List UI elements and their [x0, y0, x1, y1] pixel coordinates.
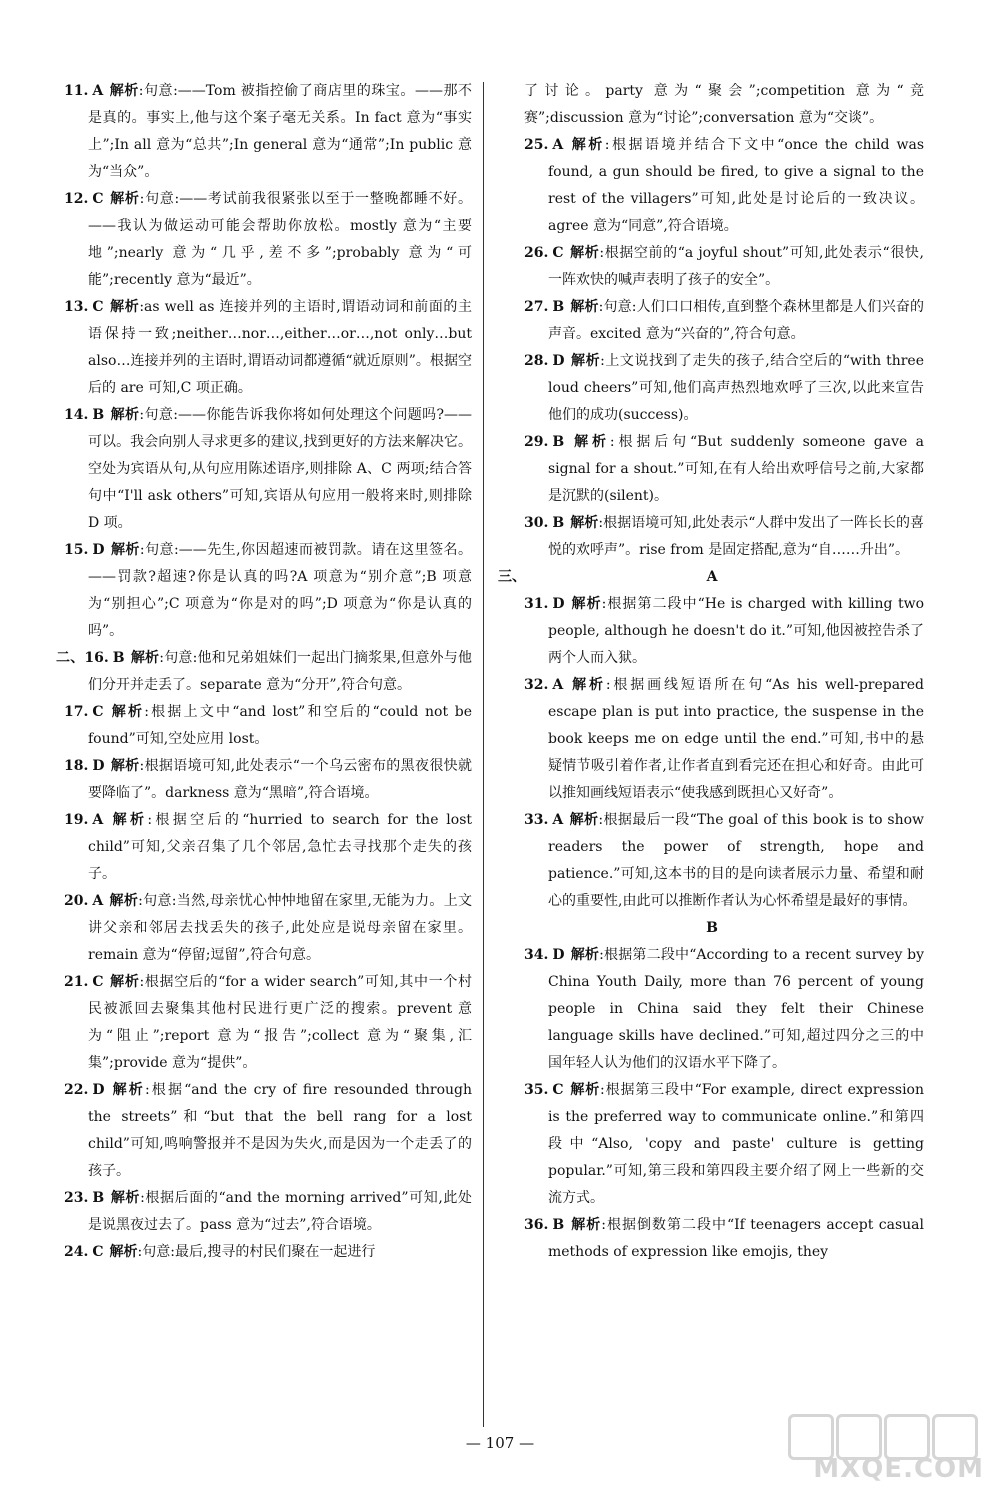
right-column	[500, 78, 924, 1266]
answer-letter: C	[92, 191, 104, 207]
analysis-text: :句意:他和兄弟姐妹们一起出门摘浆果,但意外与他们分开并走丢了。separate 意为“分开”,符合句意。	[88, 650, 472, 693]
analysis-text: :根据第三段中“For example, direct expression is the preferred way to communicate online.”和第四段中“Also, 'copy and paste' culture is getting popular.”可知,第三段和第四段主要介绍了网上一些新的交流方式。	[548, 1082, 925, 1206]
analysis-text: :根据最后一段“The goal of this book is to show readers the power of strength, hope and patience.”可知,这本书的目的是向读者展示力量、希望和耐心的重要性,由此可以推断作者认为心怀希望是最好的事情。	[548, 812, 924, 909]
answer-entry	[40, 402, 472, 537]
analysis-label: 解析	[109, 704, 145, 720]
answer-entry	[500, 240, 924, 294]
answer-letter: D	[552, 947, 565, 963]
answer-letter: B	[552, 299, 565, 315]
analysis-text: :根据后面的“and the morning arrived”可知,此处是说黑夜过去了。pass 意为“过去”,符合语境。	[88, 1190, 473, 1233]
analysis-label: 解析	[110, 1082, 145, 1098]
analysis-text: :根据倒数第二段中“If teenagers accept casual methods of expression like emojis, they	[548, 1217, 925, 1260]
answer-entry	[40, 969, 472, 1077]
analysis-label: 解析	[570, 1217, 602, 1233]
continued-answer: 了讨论。party 意为“聚会”;competition 意为“竞赛”;discussion 意为“讨论”;conversation 意为“交谈”。	[524, 83, 924, 126]
analysis-text: :句意:——Tom 被指控偷了商店里的珠宝。——那不是真的。事实上,他与这个案子毫无关系。In fact 意为“事实上”;In all 意为“总共”;In general 意为“通常”;In public 意为“当众”。	[88, 83, 472, 180]
analysis-label: 解析	[570, 947, 600, 963]
analysis-label: 解析	[570, 434, 610, 450]
analysis-text: :上文说找到了走失的孩子,结合空后的“with three loud cheers”可知,他们高声热烈地欢呼了三次,以此来宣告他们的成功(success)。	[548, 353, 924, 423]
answer-letter: C	[552, 245, 564, 261]
answer-letter: A	[92, 812, 104, 828]
analysis-label: 解析	[569, 245, 600, 261]
answer-entry	[40, 699, 472, 753]
analysis-label: 解析	[109, 299, 140, 315]
passage-a-heading: A	[706, 569, 718, 585]
answer-letter: C	[92, 1244, 104, 1260]
answer-entry	[40, 537, 472, 645]
analysis-label: 解析	[109, 83, 139, 99]
analysis-text: :句意:——你能告诉我你将如何处理这个问题吗?——可以。我会向别人寻求更多的建议,找到更好的方法来解决它。空处为宾语从句,从句应用陈述语序,则排除 A、C 两项;结合答句中“I'll ask others”可知,宾语从句应用一般将来时,则排除 D 项。	[88, 407, 472, 531]
passage-b-entries	[500, 942, 924, 1266]
analysis-label: 解析	[569, 1082, 601, 1098]
question-number: 30.	[524, 515, 549, 531]
analysis-text: :句意:人们口口相传,直到整个森林里都是人们兴奋的声音。excited 意为“兴奋的”,符合句意。	[548, 299, 924, 342]
question-number: 27.	[524, 299, 549, 315]
question-number: 33.	[524, 812, 549, 828]
question-number: 35.	[524, 1082, 549, 1098]
question-number: 19.	[64, 812, 89, 828]
analysis-label: 解析	[110, 758, 140, 774]
question-number: 29.	[524, 434, 549, 450]
answer-letter: A	[92, 893, 104, 909]
answer-letter: B	[552, 434, 565, 450]
watermark-logo	[788, 1414, 988, 1484]
answer-letter: B	[552, 515, 565, 531]
answer-entry	[40, 1239, 472, 1266]
analysis-label: 解析	[109, 191, 140, 207]
answer-entry	[500, 1212, 924, 1266]
answer-entry	[500, 429, 924, 510]
analysis-text: :根据语境并结合下文中“once the child was found, a gun should be fired, to give a signal to the rest of the villagers”可知,此处是讨论后的一致决议。agree 意为“同意”,符合语境。	[548, 137, 924, 234]
passage-b-heading: B	[706, 920, 718, 936]
section-three-mark: 三、	[498, 569, 526, 585]
question-number: 16.	[84, 650, 109, 666]
analysis-text: :根据空前的“a joyful shout”可知,此处表示“很快,一阵欢快的喊声表明了孩子的安全”。	[548, 245, 924, 288]
analysis-text: :根据第二段中“He is charged with killing two people, although he doesn't do it.”可知,他因被控告杀了两个人而入狱。	[548, 596, 925, 666]
analysis-text: :根据第二段中“According to a recent survey by China Youth Daily, more than 76 percent of young people in China said they felt their Chinese language skills have declined.”可知,超过四分之三的中国年轻人认为他们的汉语水平下降了。	[548, 947, 924, 1071]
analysis-text: :根据上文中“and lost”和空后的“could not be found”可知,空处应用 lost。	[88, 704, 473, 747]
analysis-text: :根据空后的“hurried to search for the lost child”可知,父亲召集了几个邻居,急忙去寻找那个走失的孩子。	[88, 812, 473, 882]
analysis-label: 解析	[570, 596, 602, 612]
answer-entry	[500, 510, 924, 564]
analysis-text: :根据语境可知,此处表示“人群中发出了一阵长长的喜悦的欢呼声”。rise from 是固定搭配,意为“自……升出”。	[548, 515, 925, 558]
analysis-label: 解析	[130, 650, 160, 666]
analysis-label: 解析	[570, 515, 599, 531]
analysis-label: 解析	[569, 677, 606, 693]
watermark-text: MXQE.COM	[813, 1454, 984, 1484]
analysis-text: :as well as 连接并列的主语时,谓语动词和前面的主语保持一致;neither…nor…,either…or…,not only…but also…连接并列的主语时,谓语动词都遵循“就近原则”。根据空后的 are 可知,C 项正确。	[88, 299, 473, 396]
analysis-text: :根据语境可知,此处表示“一个乌云密布的黑夜很快就要降临了”。darkness 意为“黑暗”,符合语境。	[88, 758, 473, 801]
question-number: 20.	[64, 893, 89, 909]
analysis-text: :句意:当然,母亲忧心忡忡地留在家里,无能为力。上文讲父亲和邻居去找丢失的孩子,此处应是说母亲留在家里。remain 意为“停留;逗留”,符合句意。	[88, 893, 472, 963]
question-number: 18.	[64, 758, 89, 774]
answer-entry	[40, 753, 472, 807]
question-number: 28.	[524, 353, 549, 369]
analysis-text: :句意:——考试前我很紧张以至于一整晚都睡不好。——我认为做运动可能会帮助你放松。mostly 意为“主要地”;nearly 意为“几乎,差不多”;probably 意为“可能”;recently 意为“最近”。	[88, 191, 473, 288]
answer-entry	[40, 294, 472, 402]
answer-letter: A	[552, 137, 564, 153]
answer-entry	[500, 132, 924, 240]
question-number: 21.	[64, 974, 89, 990]
analysis-label: 解析	[569, 137, 605, 153]
question-number: 22.	[64, 1082, 89, 1098]
answer-entry	[500, 348, 924, 429]
answer-letter: C	[92, 974, 104, 990]
answer-letter: A	[552, 812, 564, 828]
question-number: 24.	[64, 1244, 89, 1260]
question-number: 13.	[64, 299, 89, 315]
analysis-label: 解析	[109, 974, 140, 990]
answer-entry	[500, 807, 924, 915]
answer-letter: D	[552, 353, 565, 369]
section-mark: 二、	[56, 650, 85, 666]
section-three	[500, 564, 924, 591]
answer-entry	[40, 186, 472, 294]
analysis-label: 解析	[109, 812, 148, 828]
question-number: 11.	[64, 83, 89, 99]
answer-letter: B	[552, 1217, 565, 1233]
analysis-label: 解析	[110, 407, 140, 423]
answer-letter: C	[92, 704, 104, 720]
answer-letter: C	[552, 1082, 564, 1098]
answer-entry	[40, 78, 472, 186]
column-divider	[483, 82, 484, 1427]
analysis-label: 解析	[110, 542, 140, 558]
question-number: 12.	[64, 191, 89, 207]
analysis-label: 解析	[109, 1244, 138, 1260]
question-number: 25.	[524, 137, 549, 153]
answer-letter: B	[92, 1190, 105, 1206]
answer-entry	[40, 807, 472, 888]
answer-entry	[500, 942, 924, 1077]
answer-letter: B	[112, 650, 125, 666]
question-number: 26.	[524, 245, 549, 261]
answer-letter: D	[92, 542, 105, 558]
analysis-text: :句意:——先生,你因超速而被罚款。请在这里签名。——罚款?超速?你是认真的吗?A 项意为“别介意”;B 项意为“别担心”;C 项意为“你是对的吗”;D 项意为“你是认真的吗”。	[88, 542, 473, 639]
analysis-label: 解析	[110, 1190, 141, 1206]
question-number: 14.	[64, 407, 89, 423]
passage-a-entries	[500, 591, 924, 915]
analysis-label: 解析	[109, 893, 139, 909]
answer-entry	[500, 672, 924, 807]
analysis-text: :根据空后的“for a wider search”可知,其中一个村民被派回去聚集其他村民进行更广泛的搜索。prevent 意为“阻止”;report 意为“报告”;collect 意为“聚集,汇集”;provide 意为“提供”。	[88, 974, 473, 1071]
answer-entry	[40, 888, 472, 969]
answer-letter: C	[92, 299, 104, 315]
left-column	[40, 78, 472, 1266]
answer-entry	[40, 1077, 472, 1185]
question-number: 32.	[524, 677, 549, 693]
answer-letter: B	[92, 407, 105, 423]
analysis-label: 解析	[569, 812, 599, 828]
question-number: 17.	[64, 704, 89, 720]
right-entries	[500, 132, 924, 564]
analysis-text: :根据后句“But suddenly someone gave a signal for a shout.”可知,在有人给出欢呼信号之前,大家都是沉默的(silent)。	[548, 434, 924, 504]
answer-entry	[500, 294, 924, 348]
question-number: 34.	[524, 947, 549, 963]
page-number: — 107 —	[465, 1434, 535, 1452]
question-number: 23.	[64, 1190, 89, 1206]
analysis-text: :根据画线短语所在句“As his well-prepared escape plan is put into practice, the suspense in the book keeps me on edge until the end.”可知,书中的悬疑情节吸引着作者,让作者直到看完还在担心和好奇。由此可以推知画线短语表示“使我感到既担心又好奇”。	[548, 677, 925, 801]
analysis-text: :根据“and the cry of fire resounded through the streets”和“but that the bell rang for a lost child”可知,鸣响警报并不是因为失火,而是因为一个走丢了的孩子。	[88, 1082, 473, 1179]
question-number: 31.	[524, 596, 549, 612]
question-number: 36.	[524, 1217, 549, 1233]
answer-letter: A	[92, 83, 104, 99]
answer-letter: D	[552, 596, 565, 612]
answer-entry	[500, 591, 924, 672]
answer-entry	[500, 1077, 924, 1212]
analysis-label: 解析	[570, 353, 601, 369]
answer-letter: A	[552, 677, 564, 693]
answer-entry	[40, 645, 472, 699]
analysis-label: 解析	[570, 299, 599, 315]
question-number: 15.	[64, 542, 89, 558]
answer-letter: D	[92, 1082, 105, 1098]
answer-letter: D	[92, 758, 105, 774]
answer-entry	[40, 1185, 472, 1239]
analysis-text: :句意:最后,搜寻的村民们聚在一起进行	[137, 1244, 376, 1260]
